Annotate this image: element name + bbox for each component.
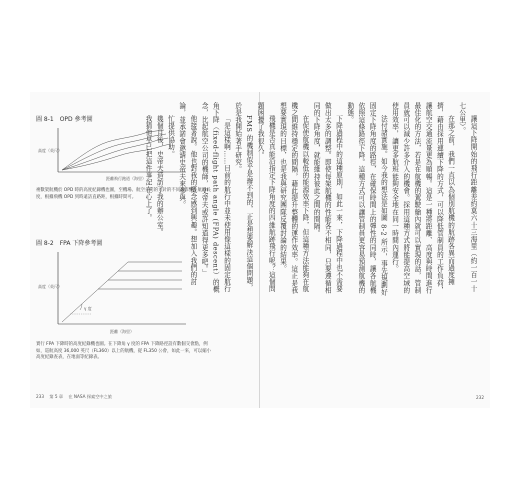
right-page-number: 232	[476, 395, 484, 400]
paragraph: 法付諸實施。如今我的想法是如圖 8-2 所示，事先規劃好固定下降角度的路徑，在確保時間上的彈性的同時，讓各航機依照這條路徑下降。這種方式可以讓管制員更容易預測航機的動態。	[345, 102, 388, 296]
x-axis-label: 距離飛行跑道（海里）	[106, 176, 146, 181]
figure-8-1-caption: 複數架航機於 OPD 時的高度紀錄機也圖，至機場、航空公司的力針的不同等影響，航路長度，根據飛機 OPD 到時遠訪直路距，根據時間可。	[36, 188, 211, 200]
y-axis-label: 高度（英尺）	[38, 284, 62, 289]
figure-8-2-caption: 實行 FPA 下降時的高度紀錄機也圖。在下降角 γ 度的 FPA 下降路徑設有數個交會點，例如，巡航高度 36,000 英尺（FL360）以上的航機，從 FL350 公會，如此一來，可以縮小高度紀錄查表，在地面等紀錄表。	[36, 342, 211, 361]
paragraph: FMS 的機制似乎是辦不到的，正是想要解決這個問題，於是我開始著手研究。	[233, 102, 253, 292]
gamma-label: γ 度	[84, 306, 92, 311]
paragraph: 他接著說。他也對我的概念感到興趣。想加入我們的討論，並承諾會邀請史帝夫來參與。	[177, 102, 197, 286]
chapter-number: 第 5 章	[49, 394, 64, 399]
figure-8-2-label: 圖 8-2 FPA 下降參考圖	[36, 240, 103, 247]
paragraph: 忙提供協助。	[166, 115, 175, 158]
paragraph: 幾個月後，史帝夫造訪了我的辦公室。	[155, 115, 164, 236]
paragraph: 在促使航機以較低的能源效率下降，但這種方法能夠在航機之間維持穩定的間隔，藉此提升整體的運作效率。這正是我想要實現的目標，也是我與研究團隊反覆討論的結果。	[278, 102, 309, 294]
book-spread	[30, 92, 490, 408]
paragraph: 我猜他早已把這件事記在心上了。	[144, 115, 153, 222]
chapter-title: 在 NASA 探索空中之旅	[68, 394, 112, 399]
paragraph: 讓這下降開始的飛行距離差約莫六十三海里（約一百一十七公里）。	[457, 102, 477, 293]
left-page-footer	[36, 394, 116, 400]
paragraph: 在那之前，我們一直以為個別航機的航跡各異而過度擁擠，藉由採用連續下降的方式，可以降低管制員的工作負荷，讓航空交通流量更為順暢。這是一種將距離、高度與時間進行最佳化的方法，若是在航機的駕駛艙內就可以實現的話，管制員就可以減少許多介入的機會。採用這種方式將能提高空域的使用效率，讓更多航班能夠安全地在同一時間內運行。	[390, 102, 455, 294]
left-page-number: 233	[36, 394, 44, 399]
paragraph: 飛機是否真能沿指定下降角度的四維航跡飛行呢？這個問題困擾了我很久。	[256, 102, 276, 293]
figure-8-1-label: 圖 8-1 OPD 參考圖	[36, 116, 93, 123]
y-axis-label: 高度（英尺）	[38, 148, 62, 153]
paragraph: 下降過程中的這種原則，如此一來，下降過程中也不需要做出太多的調整。即使每架航機的性能各不相同，只要遵循相同的下降角度，就能維持彼此之間的間隔。	[312, 102, 343, 294]
paragraph: 「是這樣啊……目前的航行中並未使用像這樣的固定航行角下降（fixed-flight path angle (FPA) descent）的概念，比起航空公司的機師，史帝夫或許知道得更多吧。」	[200, 102, 231, 293]
x-axis-label: 距離（海里）	[110, 329, 134, 334]
right-page	[144, 92, 490, 408]
vertical-body-text	[144, 102, 478, 298]
